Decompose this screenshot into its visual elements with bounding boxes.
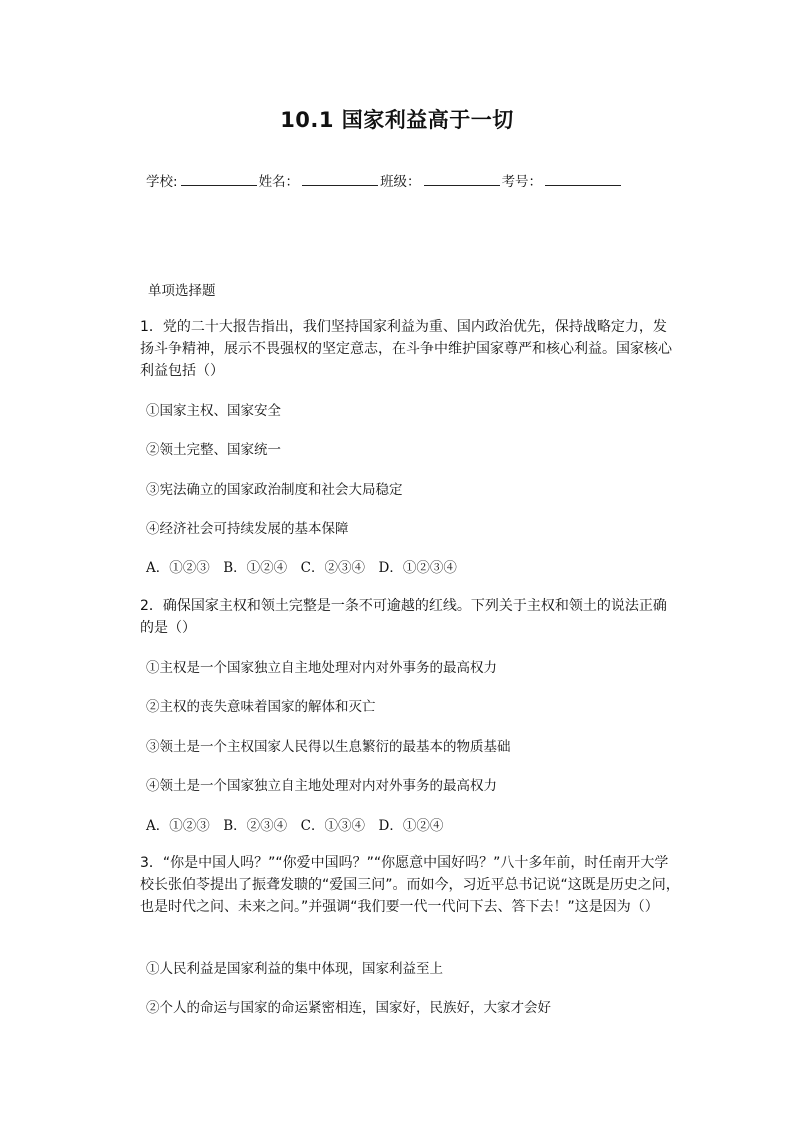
question-1-option-4: ④经济社会可持续发展的基本保障: [146, 521, 349, 537]
exam-number-blank: [545, 173, 621, 186]
question-1-option-1: ①国家主权、国家安全: [146, 403, 281, 419]
name-blank: [302, 173, 378, 186]
page-title: 10.1 国家利益高于一切: [280, 108, 514, 132]
question-3-option-2: ②个人的命运与国家的命运紧密相连，国家好，民族好，大家才会好: [146, 1000, 551, 1016]
school-blank: [181, 173, 257, 186]
question-2-answer-choices: A．①②③ B．②③④ C．①③④ D．①②④: [146, 818, 444, 834]
question-2-stem: 2．确保国家主权和领土完整是一条不可逾越的红线。下列关于主权和领土的说法正确的是（）: [140, 598, 667, 636]
question-2-option-4: ④领土是一个国家独立自主地处理对内对外事务的最高权力: [146, 778, 497, 794]
school-label: 学校:: [146, 174, 178, 190]
name-label: 姓名：: [258, 174, 300, 190]
question-2-option-2: ②主权的丧失意味着国家的解体和灭亡: [146, 699, 376, 715]
question-1-stem: 1．党的二十大报告指出，我们坚持国家利益为重、国内政治优先，保持战略定力，发扬斗争精神，展示不畏强权的坚定意志，在斗争中维护国家尊严和核心利益。国家核心利益包括（）: [140, 319, 672, 379]
question-3-option-1: ①人民利益是国家利益的集中体现，国家利益至上: [146, 961, 443, 977]
exam-number-label: 考号：: [501, 174, 543, 190]
question-2-option-1: ①主权是一个国家独立自主地处理对内对外事务的最高权力: [146, 660, 497, 676]
question-1-answer-choices: A．①②③ B．①②④ C．②③④ D．①②③④: [146, 560, 457, 576]
question-3-stem: 3．“你是中国人吗？”“你爱中国吗？”“你愿意中国好吗？”八十多年前，时任南开大学校长张伯苓提出了振聋发聩的“爱国三问”。而如今，习近平总书记说“这既是历史之问，也是时代之问、未来之问。”并强调“我们要一代一代问下去、答下去！”这是因为（）: [140, 855, 680, 915]
class-label: 班级：: [380, 174, 421, 190]
question-1-option-3: ③宪法确立的国家政治制度和社会大局稳定: [146, 482, 403, 498]
class-blank: [424, 173, 500, 186]
question-1-option-2: ②领土完整、国家统一: [146, 442, 281, 458]
student-info-line: [146, 170, 623, 190]
question-2-option-3: ③领土是一个主权国家人民得以生息繁衍的最基本的物质基础: [146, 739, 511, 755]
section-heading: 单项选择题: [148, 283, 216, 299]
